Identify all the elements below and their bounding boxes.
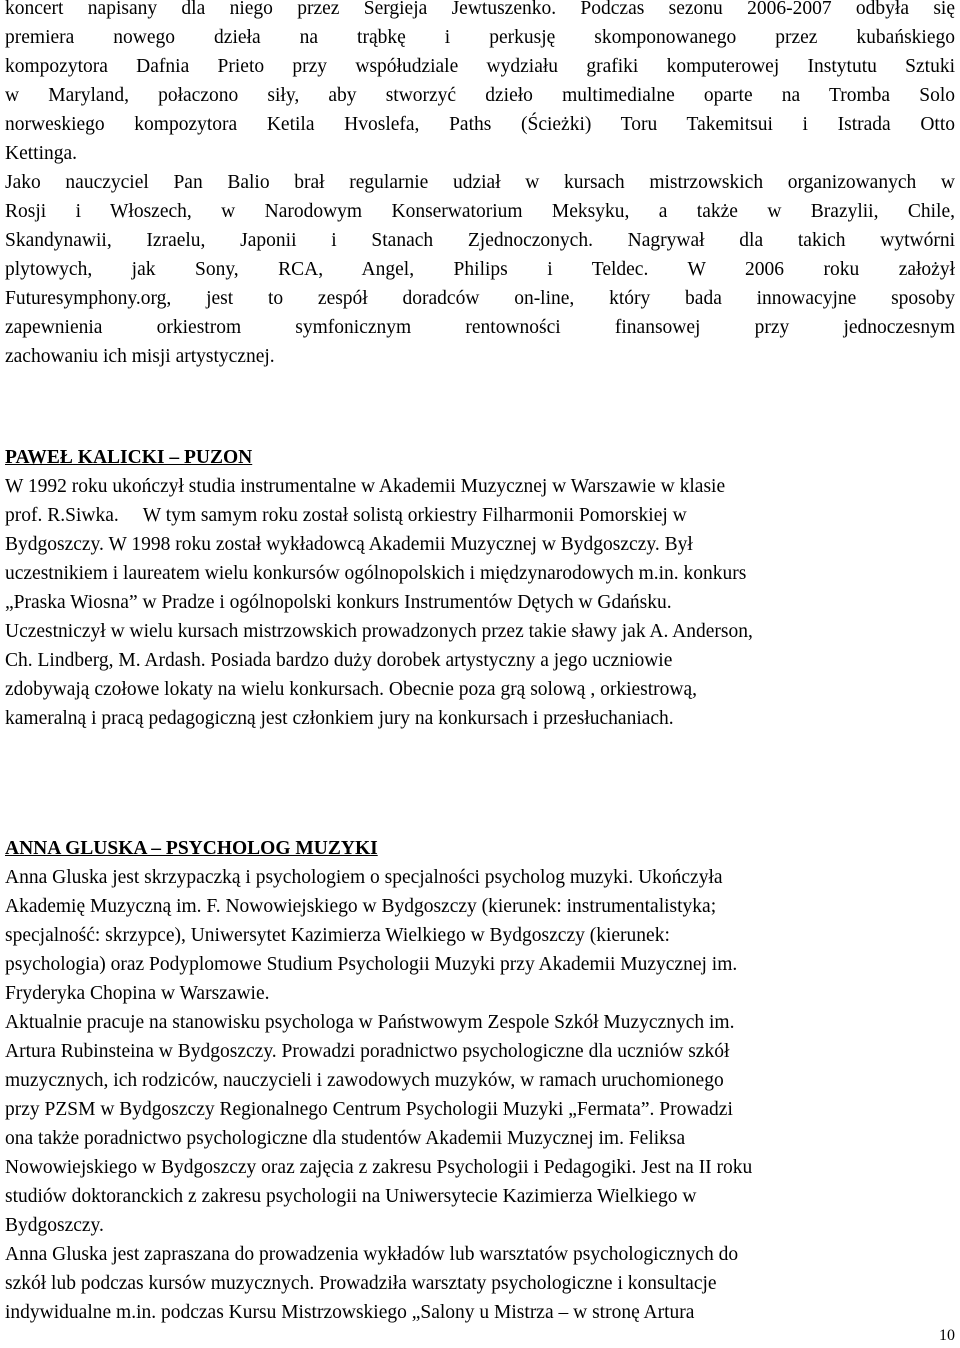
text-line: Ch. Lindberg, M. Ardash. Posiada bardzo duży dorobek artystyczny a jego uczniowie — [5, 650, 673, 671]
text-line: Bydgoszczy. W 1998 roku został wykładowcą Akademii Muzycznej w Bydgoszczy. Był — [5, 534, 693, 555]
text-line: norweskiego kompozytora Ketila Hvoslefa, Paths (Ścieżki) Toru Takemitsui i Istrada Otto — [5, 114, 955, 135]
text-line: zachowaniu ich misji artystycznej. — [5, 346, 275, 367]
text-line: Kettinga. — [5, 143, 78, 164]
text-line: uczestnikiem i laureatem wielu konkursów ogólnopolskich i międzynarodowych m.in. konkurs — [5, 563, 747, 584]
section-heading: ANNA GLUSKA – PSYCHOLOG MUZYKI — [5, 838, 378, 859]
section-balio — [5, 0, 955, 371]
page-number: 10 — [939, 1327, 955, 1344]
text-line: plytowych, jak Sony, RCA, Angel, Philips i Teldec. W 2006 roku założył — [5, 259, 955, 280]
text-line: W 1992 roku ukończył studia instrumentalne w Akademii Muzycznej w Warszawie w klasie — [5, 476, 726, 497]
text-line: kameralną i pracą pedagogiczną jest członkiem jury na konkursach i przesłuchaniach. — [5, 708, 674, 729]
text-line: Jako nauczyciel Pan Balio brał regularnie udział w kursach mistrzowskich organizowanych w — [5, 172, 955, 193]
text-line: Skandynawii, Izraelu, Japonii i Stanach Zjednoczonych. Nagrywał dla takich wytwórni — [5, 230, 955, 251]
text-line: Bydgoszczy. — [5, 1215, 104, 1236]
document-page — [5, 0, 955, 1327]
text-line: zapewnienia orkiestrom symfonicznym rentowności finansowej przy jednoczesnym — [5, 317, 955, 338]
text-line: muzycznych, ich rodziców, nauczycieli i zawodowych muzyków, w ramach uruchomionego — [5, 1070, 724, 1091]
text-line: psychologia) oraz Podyplomowe Studium Psychologii Muzyki przy Akademii Muzycznej im. — [5, 954, 738, 975]
text-line: „Praska Wiosna” w Pradze i ogólnopolski konkurs Instrumentów Dętych w Gdańsku. — [5, 592, 672, 613]
text-line: Artura Rubinsteina w Bydgoszczy. Prowadzi poradnictwo psychologiczne dla uczniów szkół — [5, 1041, 730, 1062]
text-line: studiów doktoranckich z zakresu psychologii na Uniwersytecie Kazimierza Wielkiego w — [5, 1186, 697, 1207]
section-heading: PAWEŁ KALICKI – PUZON — [5, 447, 253, 468]
text-line: Fryderyka Chopina w Warszawie. — [5, 983, 270, 1004]
text-line: koncert napisany dla niego przez Sergieja Jewtuszenko. Podczas sezonu 2006-2007 odbyła się — [5, 0, 955, 19]
text-line: szkół lub podczas kursów muzycznych. Prowadziła warsztaty psychologiczne i konsultacje — [5, 1273, 717, 1294]
text-line: Anna Gluska jest skrzypaczką i psychologiem o specjalności psycholog muzyki. Ukończyła — [5, 867, 723, 888]
section-spacer — [5, 371, 955, 443]
text-line: Nowowiejskiego w Bydgoszczy oraz zajęcia z zakresu Psychologii i Pedagogiki. Jest na II roku — [5, 1157, 753, 1178]
text-line: Anna Gluska jest zapraszana do prowadzenia wykładów lub warsztatów psychologicznych do — [5, 1244, 739, 1265]
text-line: indywidualne m.in. podczas Kursu Mistrzowskiego „Salony u Mistrza – w stronę Artura — [5, 1302, 695, 1323]
text-line: Aktualnie pracuje na stanowisku psychologa w Państwowym Zespole Szkół Muzycznych im. — [5, 1012, 735, 1033]
text-line: kompozytora Dafnia Prieto przy współudziale wydziału grafiki komputerowej Instytutu Sztuki — [5, 56, 955, 77]
section-gluska — [5, 834, 955, 1327]
text-line: specjalność: skrzypce), Uniwersytet Kazimierza Wielkiego w Bydgoszczy (kierunek: — [5, 925, 670, 946]
text-line: zdobywają czołowe lokaty na wielu konkursach. Obecnie poza grą solową , orkiestrową, — [5, 679, 698, 700]
section-kalicki — [5, 443, 955, 733]
text-line: premiera nowego dzieła na trąbkę i perkusję skomponowanego przez kubańskiego — [5, 27, 955, 48]
text-line: Uczestniczył w wielu kursach mistrzowskich prowadzonych przez takie sławy jak A. Anderson, — [5, 621, 753, 642]
text-line: Akademię Muzyczną im. F. Nowowiejskiego w Bydgoszczy (kierunek: instrumentalistyka; — [5, 896, 717, 917]
text-line: Rosji i Włoszech, w Narodowym Konserwatorium Meksyku, a także w Brazylii, Chile, — [5, 201, 955, 222]
text-line: przy PZSM w Bydgoszczy Regionalnego Centrum Psychologii Muzyki „Fermata”. Prowadzi — [5, 1099, 733, 1120]
text-line: prof. R.Siwka. W tym samym roku został solistą orkiestry Filharmonii Pomorskiej w — [5, 505, 687, 526]
section-spacer — [5, 733, 955, 834]
text-line: Futuresymphony.org, jest to zespół doradców on-line, który bada innowacyjne sposoby — [5, 288, 955, 309]
text-line: ona także poradnictwo psychologiczne dla studentów Akademii Muzycznej im. Feliksa — [5, 1128, 686, 1149]
text-line: w Maryland, połaczono siły, aby stworzyć dzieło multimedialne oparte na Tromba Solo — [5, 85, 955, 106]
